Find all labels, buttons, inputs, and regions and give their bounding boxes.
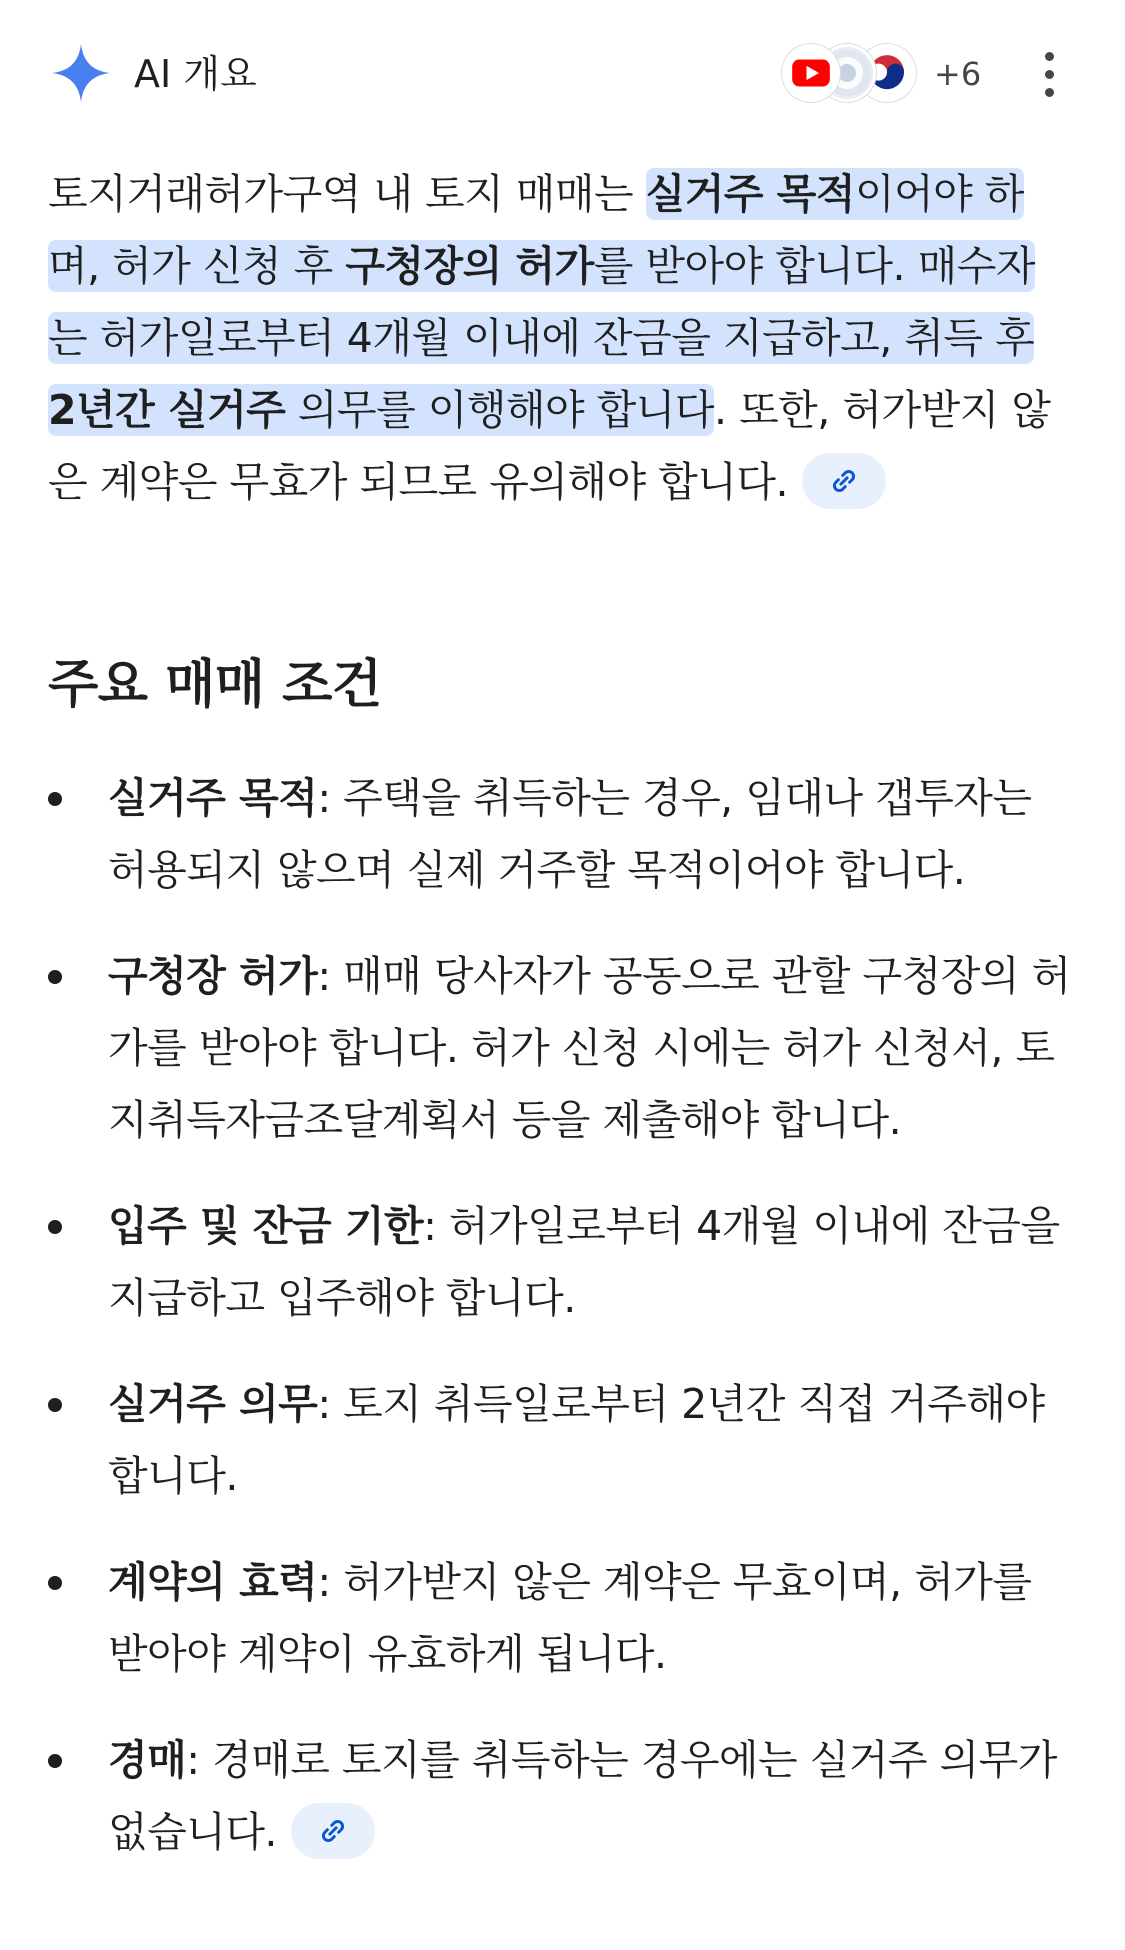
- condition-desc: : 허가받지 않은 계약은 무효이며, 허가를 받아야 계약이 유효하게 됩니다.: [108, 1558, 1032, 1678]
- ai-overview-title: AI 개요: [134, 52, 257, 96]
- bullet-icon: [48, 970, 62, 984]
- list-item: [48, 762, 1078, 906]
- source-link-chip[interactable]: [291, 1803, 375, 1859]
- summary-text: 이어야 하며, 허가 신청 후: [48, 170, 1024, 290]
- condition-term: 경매: [108, 1736, 187, 1784]
- condition-desc: : 주택을 취득하는 경우, 임대나 갭투자는 허용되지 않으며 실제 거주할 목적이어야 합니다.: [108, 774, 1032, 894]
- summary-bold: 구청장의 허가: [345, 242, 594, 290]
- more-sources-count: +6: [934, 55, 982, 93]
- summary-text: 토지거래허가구역 내 토지 매매는: [48, 170, 646, 218]
- link-icon: [318, 1816, 348, 1846]
- summary-bold: 실거주 목적: [645, 170, 855, 218]
- list-item: [48, 1546, 1078, 1690]
- list-item: [48, 1368, 1078, 1512]
- source-link-chip[interactable]: [802, 453, 886, 509]
- condition-term: 구청장 허가: [108, 952, 318, 1000]
- bullet-icon: [48, 1398, 62, 1412]
- more-vert-icon[interactable]: [1026, 46, 1074, 104]
- condition-term: 계약의 효력: [108, 1558, 318, 1606]
- section-title: 주요 매매 조건: [48, 655, 382, 715]
- condition-term: 실거주 목적: [108, 774, 318, 822]
- overview-summary: [48, 158, 1068, 518]
- list-item: [48, 1724, 1078, 1868]
- condition-desc: : 경매로 토지를 취득하는 경우에는 실거주 의무가 없습니다.: [108, 1736, 1057, 1856]
- bullet-icon: [48, 1754, 62, 1768]
- condition-desc: : 토지 취득일로부터 2년간 직접 거주해야 합니다.: [108, 1380, 1045, 1500]
- link-icon: [829, 466, 859, 496]
- sparkle-icon: [50, 42, 112, 104]
- sources-button[interactable]: [782, 44, 992, 104]
- condition-term: 실거주 의무: [108, 1380, 318, 1428]
- ai-overview-header: [50, 40, 1075, 110]
- condition-term: 입주 및 잔금 기한: [108, 1202, 424, 1250]
- list-item: [48, 940, 1078, 1156]
- condition-desc: : 매매 당사자가 공동으로 관할 구청장의 허가를 받아야 합니다. 허가 신청 시에는 허가 신청서, 토지취득자금조달계획서 등을 제출해야 합니다.: [108, 952, 1071, 1144]
- bullet-icon: [48, 792, 62, 806]
- conditions-list: [48, 762, 1078, 1902]
- youtube-icon: [782, 44, 840, 102]
- bullet-icon: [48, 1576, 62, 1590]
- list-item: [48, 1190, 1078, 1334]
- condition-desc: : 허가일로부터 4개월 이내에 잔금을 지급하고 입주해야 합니다.: [108, 1202, 1060, 1322]
- summary-bold: 2년간 실거주: [48, 386, 286, 434]
- summary-text: 의무를 이행해야 합니다: [285, 386, 715, 434]
- bullet-icon: [48, 1220, 62, 1234]
- summary-text: . 또한, 허가받지 않은 계약은 무효가 되므로 유의해야 합니다.: [48, 386, 1051, 506]
- summary-text: 를 받아야 합니다. 매수자는 허가일로부터 4개월 이내에 잔금을 지급하고, 취득 후: [48, 242, 1035, 362]
